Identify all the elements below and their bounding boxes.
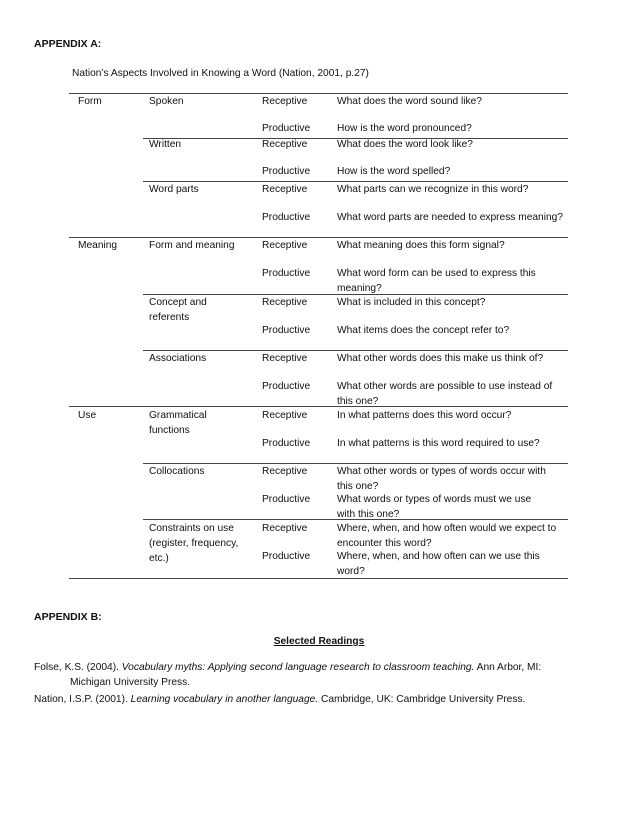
table-top-rule [69,93,568,94]
question-cell: How is the word pronounced? [337,123,472,134]
category-cell: Meaning [78,240,118,251]
appendix-b-heading: APPENDIX B: [34,611,102,623]
aspect-cell: Concept and referents [149,297,207,323]
reference-publisher: Cambridge, UK: Cambridge University Press. [318,694,526,705]
type-cell: Receptive [262,240,308,251]
type-cell: Receptive [262,96,308,107]
aspect-cell: Grammatical functions [149,410,207,436]
question-cell: In what patterns does this word occur? [337,410,512,421]
reference-title: Learning vocabulary in another language. [130,694,319,705]
question-cell: What other words or types of words occur with this one? [337,466,546,492]
question-cell: Where, when, and how often can we use this word? [337,551,540,577]
aspect-cell: Word parts [149,184,199,195]
question-cell: In what patterns is this word required to use? [337,438,540,449]
reference-continuation: Michigan University Press. [70,677,191,688]
type-cell: Receptive [262,297,308,308]
aspect-cell: Associations [149,353,207,364]
type-cell: Receptive [262,410,308,421]
question-cell: How is the word spelled? [337,166,451,177]
type-cell: Receptive [262,184,308,195]
question-cell: What parts can we recognize in this word? [337,184,529,195]
question-cell: What word form can be used to express this meaning? [337,268,536,294]
question-cell: What other words does this make us think of? [337,353,544,364]
aspect-cell: Spoken [149,96,184,107]
selected-readings-title: Selected Readings [273,636,365,647]
aspect-cell: Collocations [149,466,205,477]
type-cell: Receptive [262,466,308,477]
appendix-a-heading: APPENDIX A: [34,38,102,50]
type-cell: Productive [262,268,311,279]
type-cell: Receptive [262,523,308,534]
type-cell: Receptive [262,353,308,364]
type-cell: Productive [262,212,311,223]
reference-authors: Folse, K.S. (2004). [34,662,122,673]
type-cell: Productive [262,381,311,392]
question-cell: What meaning does this form signal? [337,240,505,251]
type-cell: Receptive [262,139,308,150]
question-cell: What other words are possible to use instead of this one? [337,381,553,407]
reference-entry [34,692,594,707]
aspect-cell: Constraints on use (register, frequency, etc.) [149,523,239,564]
question-cell: What does the word sound like? [337,96,482,107]
type-cell: Productive [262,123,311,134]
type-cell: Productive [262,325,311,336]
question-cell: What words or types of words must we use with this one? [337,494,532,520]
question-cell: What items does the concept refer to? [337,325,510,336]
type-cell: Productive [262,551,311,562]
type-cell: Productive [262,166,311,177]
aspect-cell: Form and meaning [149,240,235,251]
reference-publisher: Ann Arbor, MI: [474,662,542,673]
table-caption: Nation’s Aspects Involved in Knowing a Word (Nation, 2001, p.27) [72,68,369,79]
type-cell: Productive [262,438,311,449]
aspect-cell: Written [149,139,182,150]
reference-authors: Nation, I.S.P. (2001). [34,694,131,705]
question-cell: Where, when, and how often would we expect to encounter this word? [337,523,557,549]
category-cell: Use [78,410,97,421]
question-cell: What word parts are needed to express meaning? [337,212,563,223]
type-cell: Productive [262,494,311,505]
reference-entry [34,660,594,690]
reference-title: Vocabulary myths: Applying second language research to classroom teaching. [121,662,475,673]
category-cell: Form [78,96,102,107]
question-cell: What is included in this concept? [337,297,486,308]
selected-readings-title-wrap [0,636,638,647]
question-cell: What does the word look like? [337,139,473,150]
